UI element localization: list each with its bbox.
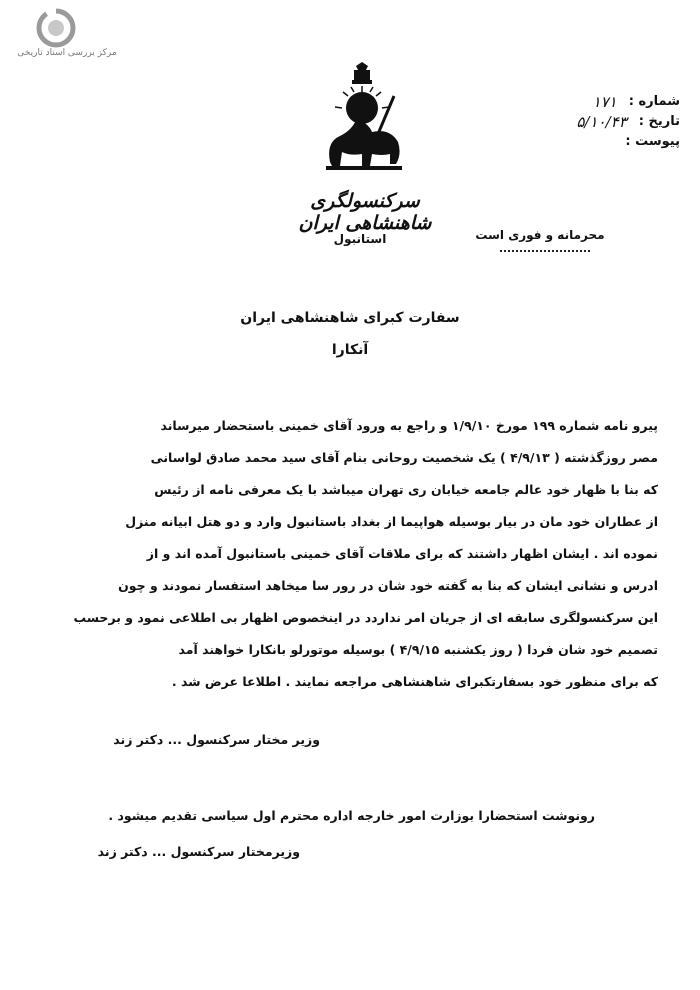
lion-and-sun-emblem-icon: [316, 62, 408, 174]
body-line: تصمیم خود شان فردا ( روز یکشنبه ۴/۹/۱۵ ) بوسیله موتورلو بانکارا خواهند آمد: [178, 642, 658, 657]
body-line: ادرس و نشانی ایشان که بنا به گفته خود شان در رور سا میخاهد استفسار نمودند و چون: [118, 578, 658, 593]
date-row: [530, 112, 680, 132]
archive-watermark-text: مرکز بررسی اسناد تاریخی: [17, 48, 117, 58]
classification-label: محرمانه و فوری است: [475, 228, 605, 242]
archive-logo-icon: [36, 8, 76, 48]
date-value: ۵/۱۰/۴۳: [576, 113, 627, 131]
attachment-label: پیوست :: [625, 134, 680, 149]
attachment-row: [530, 132, 680, 152]
classification-underline: [500, 250, 590, 252]
signature-line-2: وزیرمختار سرکنسول ... دکتر زند: [97, 844, 300, 859]
recipient-name: سفارت کبرای شاهنشاهی ایران: [240, 310, 460, 326]
copy-note: رونوشت استحضارا بوزارت امور خارجه اداره محترم اول سیاسی تقدیم میشود .: [108, 808, 595, 823]
recipient-city: آنکارا: [331, 342, 369, 358]
number-row: [530, 92, 680, 112]
body-line: این سرکنسولگری سابقه ای از جریان امر نداردد در اینخصوص اظهار بی اطلاعی نمود و برحسب: [73, 610, 658, 625]
body-line: نموده اند . ایشان اظهار داشتند که برای ملاقات آقای خمینی باستانبول آمده اند و از: [146, 546, 658, 561]
number-label: شماره :: [628, 94, 680, 109]
signature-line: وزیر مختار سرکنسول ... دکتر زند: [113, 732, 320, 747]
organization-city: استانبول: [333, 232, 387, 246]
number-value: ۱۷۱: [592, 93, 617, 111]
archive-watermark: [8, 8, 118, 60]
body-line: که بنا با ظهار خود عالم جامعه خیابان ری تهران میباشد با یک معرفی نامه از رئیس: [154, 482, 658, 497]
body-line: از عطاران خود مان در بیار بوسیله هواپیما از بغداد باستانبول وارد و دو هتل ابیانه منزل: [125, 514, 658, 529]
letter-header: [530, 92, 680, 152]
body-line: که برای منظور خود بسفارتکبرای شاهنشاهی مراجعه نمایند . اطلاعا عرض شد .: [171, 674, 658, 689]
body-line: پیرو نامه شماره ۱۹۹ مورخ ۱/۹/۱۰ و راجع به ورود آقای خمینی باستحضار میرساند: [160, 418, 658, 433]
letter-body: [38, 410, 658, 698]
date-label: تاریخ :: [638, 114, 680, 129]
organization-title: سرکنسولگری شاهنشاهی ایران: [298, 190, 432, 234]
body-line: مصر روزگذشته ( ۴/۹/۱۳ ) یک شخصیت روحانی بنام آقای سید محمد صادق لواسانی: [150, 450, 658, 465]
